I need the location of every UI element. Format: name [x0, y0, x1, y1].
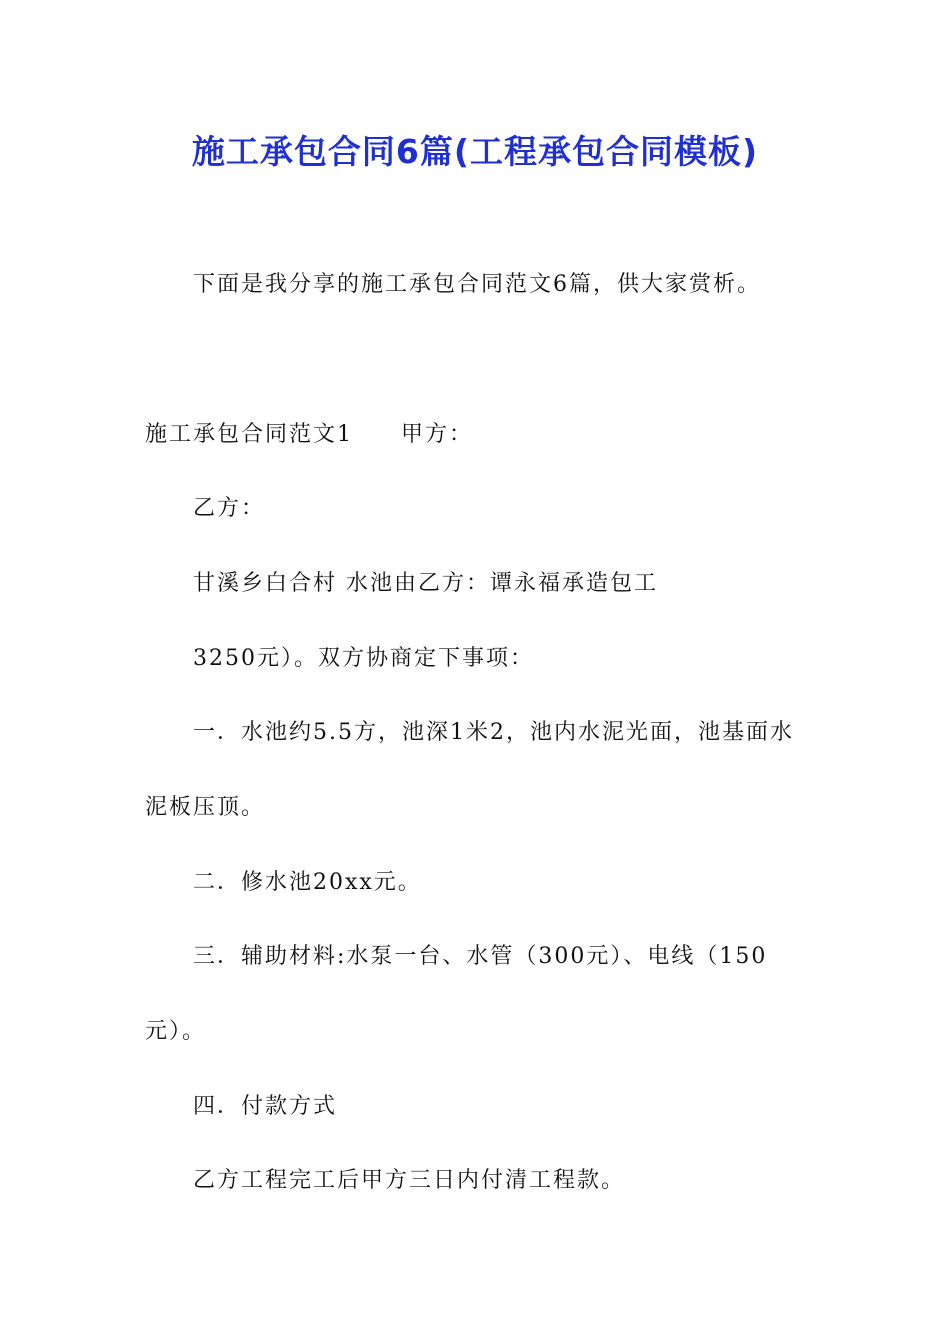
item-3-line-1: 三．辅助材料:水泵一台、水管（300元）、电线（150: [193, 944, 768, 969]
item-4: 四．付款方式: [193, 1094, 338, 1119]
item-3-line-2: 元）。: [145, 1019, 207, 1044]
paragraph-amount: 3250元）。双方协商定下事项：: [193, 646, 534, 671]
paragraph-project: 甘溪乡白合村 水池由乙方：谭永福承造包工: [193, 571, 658, 596]
document-title: 施工承包合同6篇(工程承包合同模板): [191, 132, 759, 171]
party-b-label: 乙方：: [193, 496, 266, 521]
item-2: 二．修水池20xx元。: [193, 870, 422, 895]
party-a-label: 甲方：: [401, 422, 474, 447]
paragraph-payment: 乙方工程完工后甲方三日内付清工程款。: [193, 1168, 626, 1193]
section-heading-line: [145, 420, 473, 450]
item-1-line-1: 一．水池约5.5方，池深1米2，池内水泥光面，池基面水: [193, 720, 794, 745]
intro-paragraph: 下面是我分享的施工承包合同范文6篇，供大家赏析。: [193, 272, 761, 297]
item-1-line-2: 泥板压顶。: [145, 795, 266, 820]
section-heading: 施工承包合同范文1: [145, 422, 353, 447]
